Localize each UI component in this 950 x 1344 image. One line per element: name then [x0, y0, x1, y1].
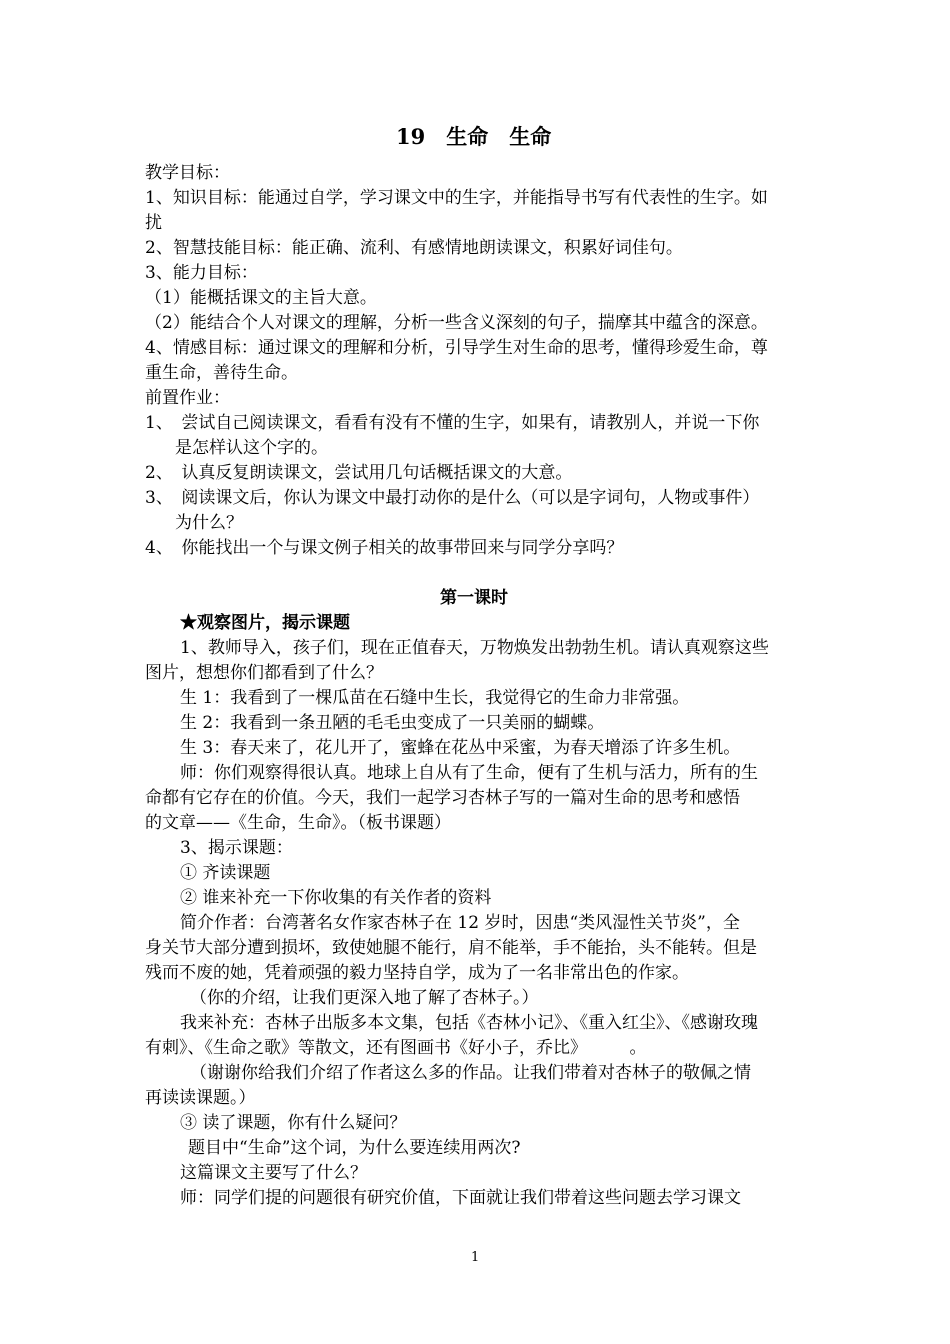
text-line: 图片，想想你们都看到了什么？	[145, 663, 383, 683]
text-line: ③ 读了课题，你有什么疑问？	[180, 1113, 407, 1133]
text-line: 有刺》、《生命之歌》等散文，还有图画书《好小子，乔比》 。	[145, 1038, 647, 1058]
text-line: 4、 你能找出一个与课文例子相关的故事带回来与同学分享吗？	[145, 538, 624, 558]
text-line: （1）能概括课文的主旨大意。	[145, 288, 377, 308]
text-line: 是怎样认这个字的。	[175, 438, 328, 458]
text-line: 4、情感目标：通过课文的理解和分析，引导学生对生命的思考，懂得珍爱生命，尊	[145, 338, 768, 358]
text-line: 这篇课文主要写了什么？	[180, 1163, 367, 1183]
text-line: 1、知识目标：能通过自学，学习课文中的生字，并能指导书写有代表性的生字。如	[145, 188, 768, 208]
text-line: 生 1：我看到了一棵瓜苗在石缝中生长，我觉得它的生命力非常强。	[180, 688, 690, 708]
text-line: 的文章——《生命，生命》。（板书课题）	[145, 813, 451, 833]
text-line: 题目中“生命”这个词，为什么要连续用两次?	[188, 1138, 521, 1158]
text-line: 扰	[145, 213, 162, 233]
document-title: 19 生命 生命	[396, 124, 552, 149]
text-line: 残而不废的她，凭着顽强的毅力坚持自学，成为了一名非常出色的作家。	[145, 963, 689, 983]
text-line: 简介作者：台湾著名女作家杏林子在 12 岁时，因患“类风湿性关节炎”，全	[180, 913, 740, 933]
text-line: 我来补充：杏林子出版多本文集，包括《杏林小记》、《重入红尘》、《感谢玫瑰	[180, 1013, 758, 1033]
section-heading: 第一课时	[440, 588, 508, 608]
text-line: 3、揭示课题：	[180, 838, 293, 858]
text-line: 2、 认真反复朗读课文，尝试用几句话概括课文的大意。	[145, 463, 573, 483]
text-line: 命都有它存在的价值。今天，我们一起学习杏林子写的一篇对生命的思考和感悟	[145, 788, 740, 808]
text-line: 前置作业：	[145, 388, 230, 408]
text-line: 再读读课题。）	[145, 1088, 256, 1108]
text-line: 为什么？	[175, 513, 243, 533]
text-line: ① 齐读课题	[180, 863, 271, 883]
text-line: 重生命，善待生命。	[145, 363, 298, 383]
text-line: 生 2：我看到一条丑陋的毛毛虫变成了一只美丽的蝴蝶。	[180, 713, 605, 733]
text-line: 1、教师导入，孩子们，现在正值春天，万物焕发出勃勃生机。请认真观察这些	[180, 638, 769, 658]
text-line: 师：你们观察得很认真。地球上自从有了生命，便有了生机与活力，所有的生	[180, 763, 758, 783]
subsection-heading: ★观察图片，揭示课题	[180, 613, 350, 633]
text-line: 3、能力目标：	[145, 263, 258, 283]
text-line: 生 3：春天来了，花儿开了，蜜蜂在花丛中采蜜，为春天增添了许多生机。	[180, 738, 741, 758]
page-number: 1	[471, 1250, 480, 1265]
text-line: ② 谁来补充一下你收集的有关作者的资料	[180, 888, 492, 908]
text-line: 2、智慧技能目标：能正确、流利、有感情地朗读课文，积累好词佳句。	[145, 238, 683, 258]
text-line: （2）能结合个人对课文的理解，分析一些含义深刻的句子，揣摩其中蕴含的深意。	[145, 313, 768, 333]
text-line: 身关节大部分遭到损坏，致使她腿不能行，肩不能举，手不能抬，头不能转。但是	[145, 938, 757, 958]
text-line: （你的介绍，让我们更深入地了解了杏林子。）	[190, 988, 539, 1008]
text-line: 教学目标：	[145, 163, 230, 183]
text-line: 1、 尝试自己阅读课文，看看有没有不懂的生字，如果有，请教别人，并说一下你	[145, 413, 760, 433]
text-line: （谢谢你给我们介绍了作者这么多的作品。让我们带着对杏林子的敬佩之情	[190, 1063, 751, 1083]
text-line: 3、 阅读课文后，你认为课文中最打动你的是什么（可以是字词句，人物或事件）	[145, 488, 760, 508]
text-line: 师：同学们提的问题很有研究价值，下面就让我们带着这些问题去学习课文	[180, 1188, 741, 1208]
